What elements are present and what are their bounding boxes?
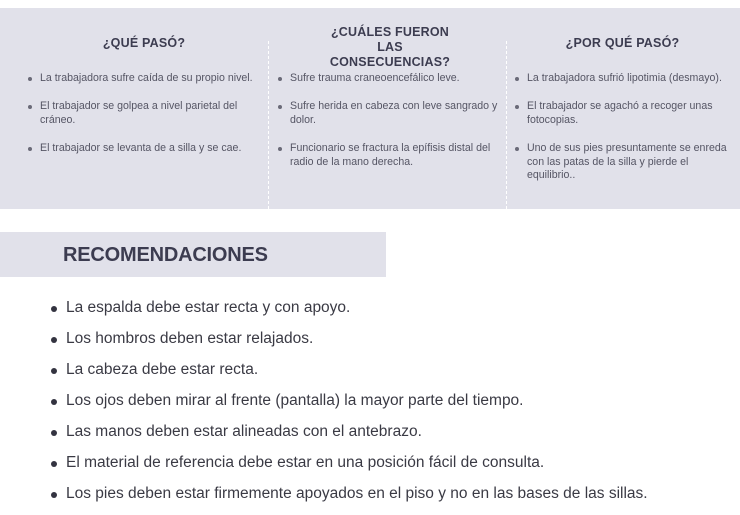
column-list	[278, 72, 502, 184]
recommendations-list	[50, 298, 740, 515]
bullet-icon	[51, 337, 57, 343]
bullet-icon	[515, 105, 519, 109]
list-item: Uno de sus pies presuntamente se enreda con las patas de la silla y pierde el equilibrio..	[515, 142, 730, 182]
column-title: ¿CUÁLES FUERON LAS CONSECUENCIAS?	[329, 25, 451, 69]
list-item: Los pies deben estar firmemente apoyados en el piso y no en las bases de las sillas.	[50, 484, 740, 515]
list-item: Los hombros deben estar relajados.	[50, 329, 740, 360]
bullet-icon	[51, 368, 57, 374]
bullet-icon	[28, 147, 32, 151]
bullet-icon	[28, 77, 32, 81]
list-item: El trabajador se golpea a nivel parietal del cráneo.	[28, 100, 260, 127]
list-item: Las manos deben estar alineadas con el antebrazo.	[50, 422, 740, 453]
list-item: Sufre trauma craneoencefálico leve.	[278, 72, 502, 85]
column-title: ¿QUÉ PASÓ?	[102, 36, 186, 50]
recommendations-title: RECOMENDACIONES	[63, 244, 268, 266]
column-title: ¿POR QUÉ PASÓ?	[565, 36, 680, 50]
list-item: Los ojos deben mirar al frente (pantalla) la mayor parte del tiempo.	[50, 391, 740, 422]
column-why-happened	[515, 8, 730, 209]
list-item: Sufre herida en cabeza con leve sangrado y dolor.	[278, 100, 502, 127]
column-divider	[268, 41, 269, 209]
bullet-icon	[278, 147, 282, 151]
bullet-icon	[51, 306, 57, 312]
list-item: El trabajador se agachó a recoger unas fotocopias.	[515, 100, 730, 127]
column-list	[28, 72, 260, 171]
column-divider	[506, 41, 507, 209]
bullet-icon	[278, 77, 282, 81]
bullet-icon	[278, 105, 282, 109]
list-item: El material de referencia debe estar en una posición fácil de consulta.	[50, 453, 740, 484]
bullet-icon	[51, 399, 57, 405]
list-item: La espalda debe estar recta y con apoyo.	[50, 298, 740, 329]
bullet-icon	[51, 492, 57, 498]
bullet-icon	[515, 77, 519, 81]
bullet-icon	[28, 105, 32, 109]
list-item: Funcionario se fractura la epífisis distal del radio de la mano derecha.	[278, 142, 502, 169]
column-what-happened	[28, 8, 260, 209]
list-item: La trabajadora sufrió lipotimia (desmayo).	[515, 72, 730, 85]
list-item: La trabajadora sufre caída de su propio nivel.	[28, 72, 260, 85]
bullet-icon	[51, 461, 57, 467]
incident-summary-panel	[0, 8, 740, 209]
column-list	[515, 72, 730, 197]
list-item: El trabajador se levanta de a silla y se cae.	[28, 142, 260, 155]
column-consequences	[278, 8, 502, 209]
bullet-icon	[515, 147, 519, 151]
list-item: La cabeza debe estar recta.	[50, 360, 740, 391]
bullet-icon	[51, 430, 57, 436]
